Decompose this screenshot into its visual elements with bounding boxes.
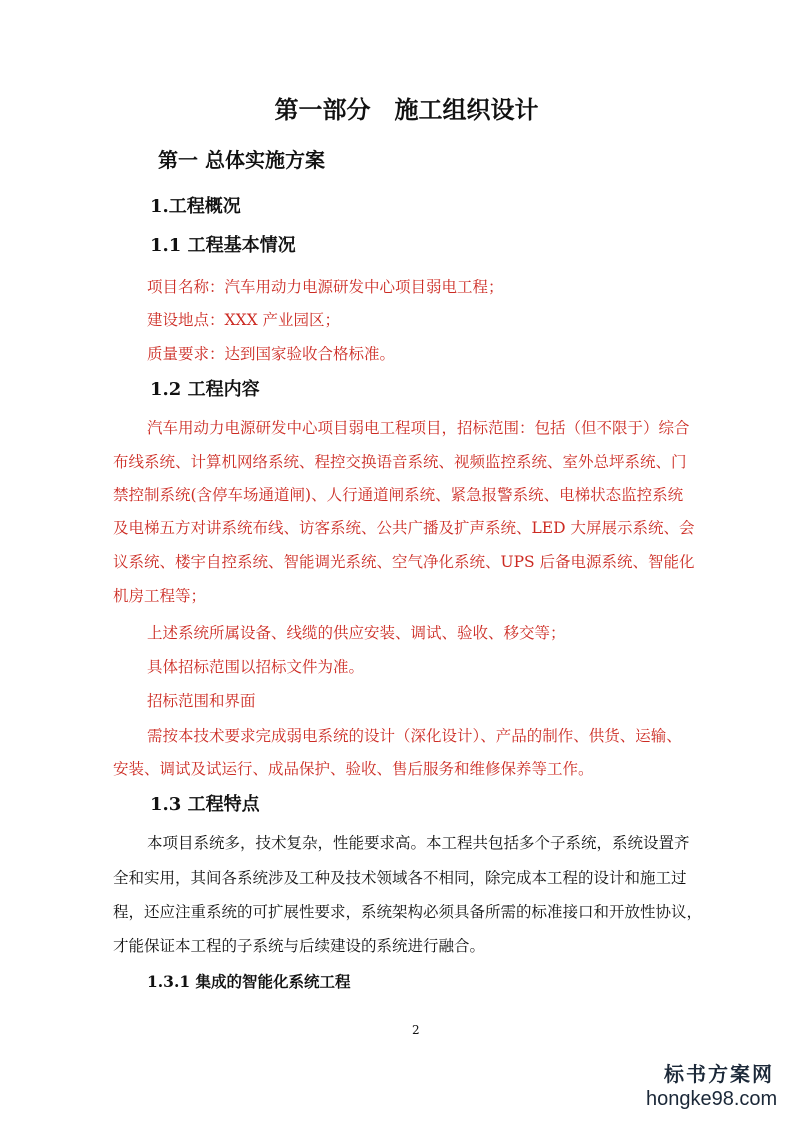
content-line: 布线系统、计算机网络系统、程控交换语音系统、视频监控系统、室外总坪系统、门 — [113, 453, 687, 471]
content-line: 安装、调试及试运行、成品保护、验收、售后服务和维修保养等工作。 — [113, 760, 594, 778]
content-line: 汽车用动力电源研发中心项目弱电工程项目，招标范围：包括（但不限于）综合 — [147, 419, 690, 437]
basic-info-location: 建设地点：XXX 产业园区； — [147, 311, 341, 329]
part-title: 第一部分 施工组织设计 — [274, 95, 539, 124]
content-line: 具体招标范围以招标文件为准。 — [147, 658, 365, 676]
content-line: 及电梯五方对讲系统布线、访客系统、公共广播及扩声系统、LED 大屏展示系统、会 — [113, 519, 695, 537]
content-line: 机房工程等； — [113, 587, 207, 605]
content-line: 议系统、楼宇自控系统、智能调光系统、空气净化系统、UPS 后备电源系统、智能化 — [113, 553, 695, 571]
watermark-url: hongke98.com — [646, 1088, 778, 1110]
basic-info-project-name: 项目名称：汽车用动力电源研发中心项目弱电工程； — [147, 278, 504, 296]
section-heading-1: 1.工程概况 — [150, 196, 241, 217]
features-line: 才能保证本工程的子系统与后续建设的系统进行融合。 — [113, 937, 486, 955]
basic-info-quality: 质量要求：达到国家验收合格标准。 — [147, 345, 396, 363]
section-heading-1-1: 1.1 工程基本情况 — [150, 235, 296, 256]
chapter-heading: 第一 总体实施方案 — [158, 148, 325, 172]
section-heading-1-3-1: 1.3.1 集成的智能化系统工程 — [147, 972, 351, 991]
watermark-site-name: 标书方案网 — [664, 1062, 774, 1086]
features-line: 程，还应注重系统的可扩展性要求，系统架构必须具备所需的标准接口和开放性协议， — [113, 903, 703, 921]
section-heading-1-3: 1.3 工程特点 — [150, 794, 260, 815]
page-number: 2 — [412, 1023, 420, 1037]
section-heading-1-2: 1.2 工程内容 — [150, 379, 260, 400]
content-line: 禁控制系统(含停车场通道闸)、人行通道闸系统、紧急报警系统、电梯状态监控系统 — [113, 486, 684, 504]
features-line: 本项目系统多，技术复杂，性能要求高。本工程共包括多个子系统，系统设置齐 — [147, 834, 690, 852]
content-line: 上述系统所属设备、线缆的供应安装、调试、验收、移交等； — [147, 624, 566, 642]
content-line: 需按本技术要求完成弱电系统的设计（深化设计）、产品的制作、供货、运输、 — [147, 727, 682, 745]
features-line: 全和实用，其间各系统涉及工种及技术领域各不相同，除完成本工程的设计和施工过 — [113, 869, 687, 887]
content-subheading: 招标范围和界面 — [147, 692, 256, 710]
